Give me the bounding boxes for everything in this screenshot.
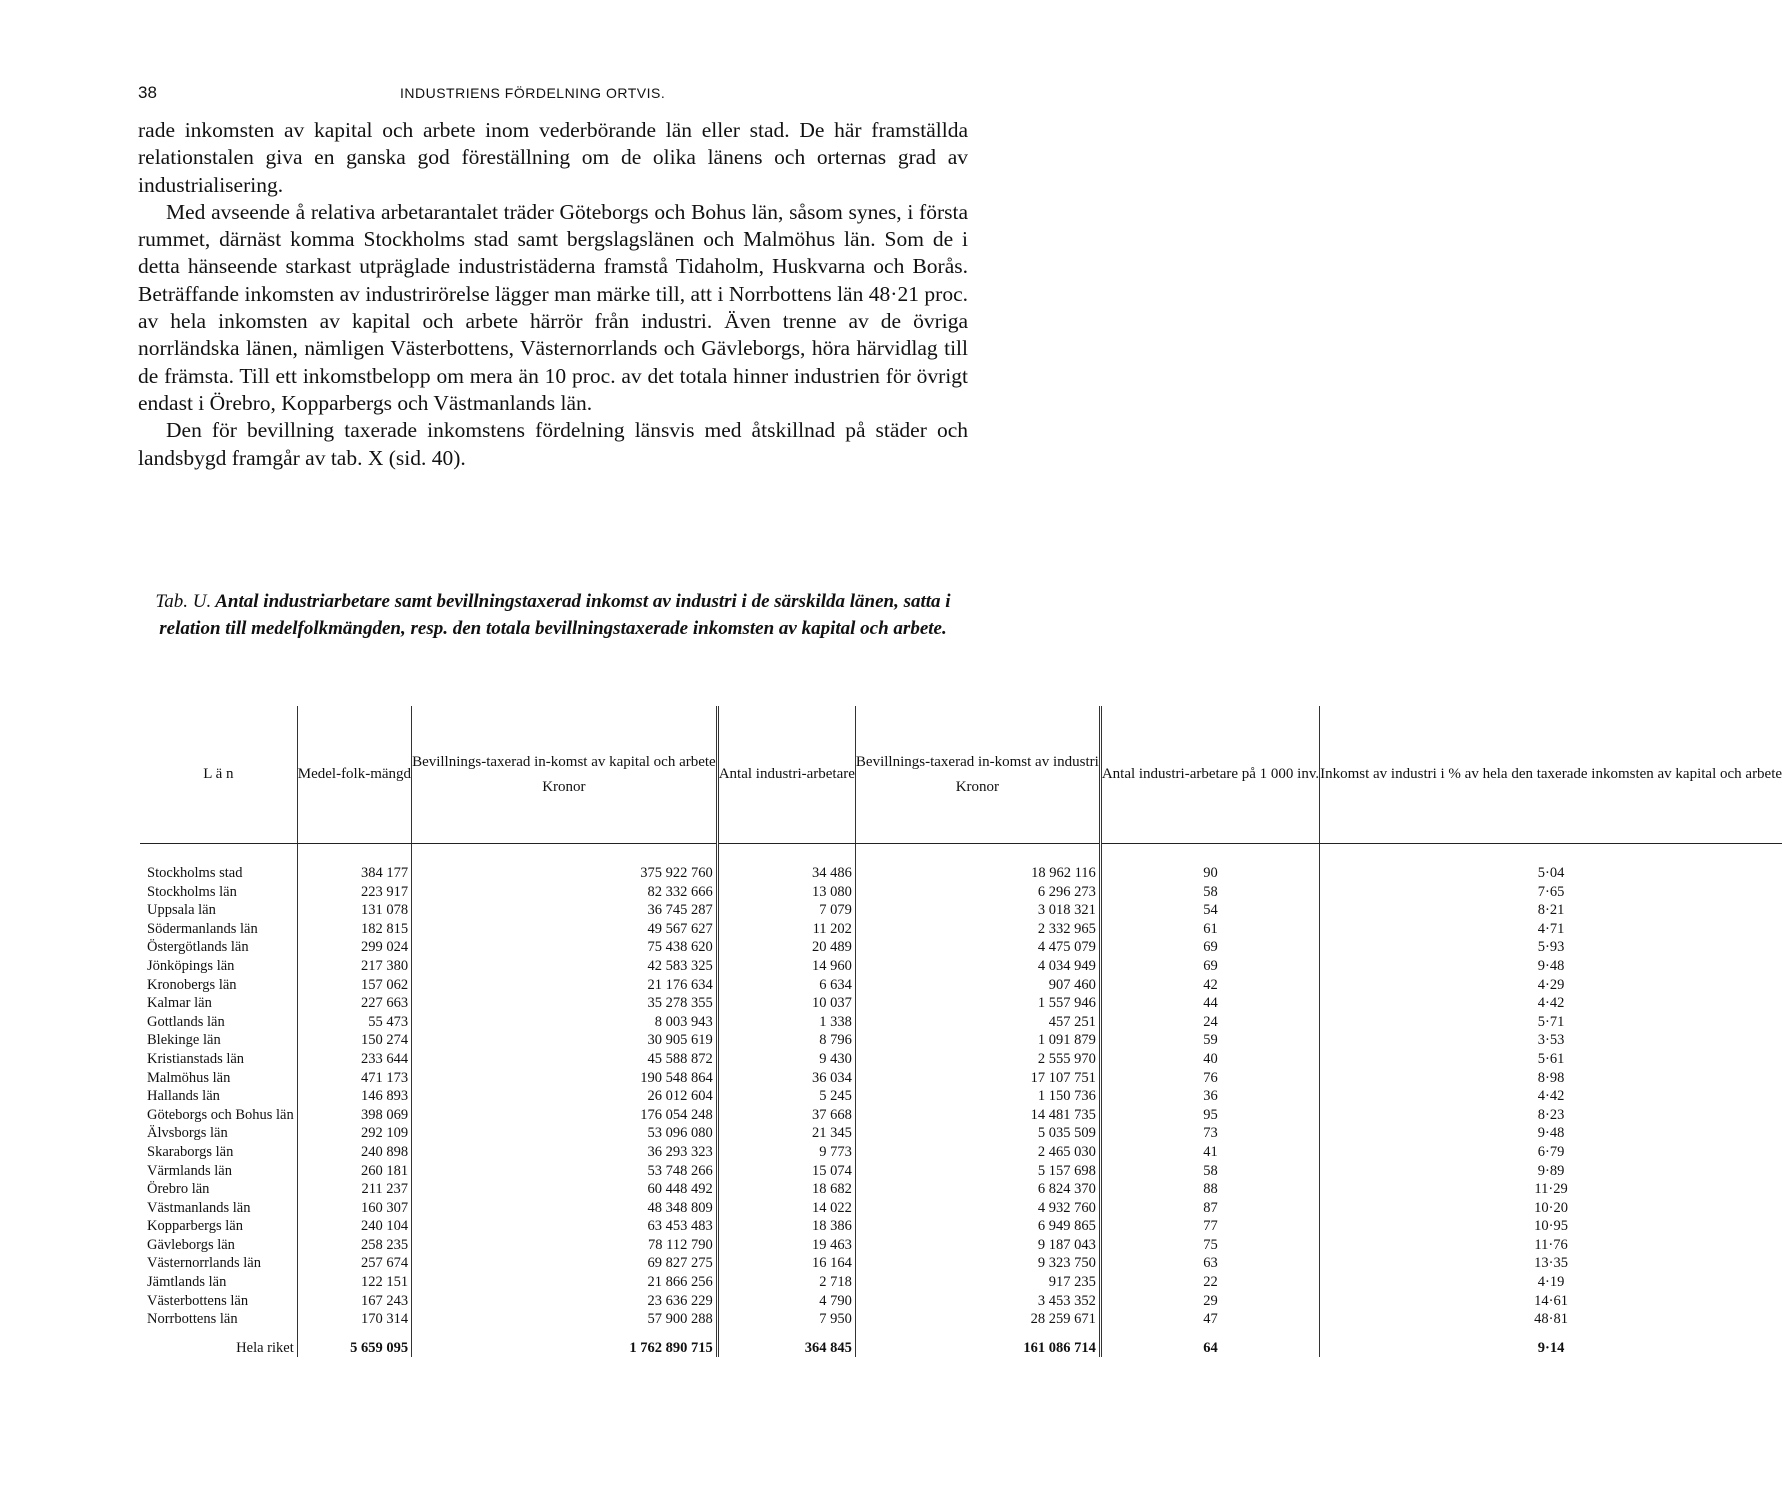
cell-antal-per-1000: 76 <box>1100 1069 1319 1088</box>
cell-bevillning-kapital: 21 176 634 <box>412 976 718 995</box>
cell-inkomst-procent: 8·21 <box>1320 901 1782 920</box>
cell-bevillning-industri: 4 475 079 <box>855 938 1100 957</box>
cell-antal-per-1000: 88 <box>1100 1180 1319 1199</box>
cell-lan: Jönköpings län <box>147 957 235 974</box>
cell-lan: Norrbottens län <box>147 1311 238 1328</box>
cell-bevillning-industri: 17 107 751 <box>855 1069 1100 1088</box>
cell-lan: Östergötlands län <box>147 939 249 956</box>
cell-medelfolkmangd: 233 644 <box>297 1050 411 1069</box>
cell-antal-per-1000: 54 <box>1100 901 1319 920</box>
cell-bevillning-industri: 1 091 879 <box>855 1031 1100 1050</box>
cell-inkomst-procent: 8·23 <box>1320 1106 1782 1125</box>
cell-antal-industriarbetare: 14 960 <box>717 957 855 976</box>
cell-medelfolkmangd: 150 274 <box>297 1031 411 1050</box>
table-row <box>140 1273 1782 1292</box>
cell-bevillning-industri: 917 235 <box>855 1273 1100 1292</box>
total-cell-bevillning-kapital: 1 762 890 715 <box>412 1329 718 1358</box>
cell-antal-industriarbetare: 1 338 <box>717 1013 855 1032</box>
cell-inkomst-procent: 10·95 <box>1320 1217 1782 1236</box>
running-head: INDUSTRIENS FÖRDELNING ORTVIS. <box>400 85 666 101</box>
cell-medelfolkmangd: 146 893 <box>297 1087 411 1106</box>
cell-antal-industriarbetare: 2 718 <box>717 1273 855 1292</box>
total-cell-inkomst-procent: 9·14 <box>1320 1329 1782 1358</box>
cell-bevillning-industri: 9 187 043 <box>855 1236 1100 1255</box>
cell-lan: Kristianstads län <box>147 1050 245 1067</box>
table-row <box>140 1031 1782 1050</box>
header-inkomst-procent: Inkomst av industri i % av hela den taxerade inkomsten av kapital och arbete <box>1320 706 1782 844</box>
cell-antal-per-1000: 58 <box>1100 1162 1319 1181</box>
cell-bevillning-kapital: 23 636 229 <box>412 1292 718 1311</box>
cell-bevillning-kapital: 49 567 627 <box>412 920 718 939</box>
cell-inkomst-procent: 7·65 <box>1320 883 1782 902</box>
cell-lan: Gävleborgs län <box>147 1236 235 1253</box>
cell-bevillning-industri: 5 157 698 <box>855 1162 1100 1181</box>
table-row <box>140 938 1782 957</box>
cell-antal-per-1000: 95 <box>1100 1106 1319 1125</box>
cell-lan: Kronobergs län <box>147 976 237 993</box>
table-row <box>140 1143 1782 1162</box>
cell-bevillning-kapital: 69 827 275 <box>412 1254 718 1273</box>
cell-medelfolkmangd: 211 237 <box>297 1180 411 1199</box>
table-row <box>140 1199 1782 1218</box>
cell-inkomst-procent: 9·48 <box>1320 1124 1782 1143</box>
cell-bevillning-kapital: 8 003 943 <box>412 1013 718 1032</box>
cell-antal-per-1000: 22 <box>1100 1273 1319 1292</box>
header-unit: Kronor <box>955 778 1000 795</box>
table-row <box>140 994 1782 1013</box>
cell-medelfolkmangd: 217 380 <box>297 957 411 976</box>
cell-antal-per-1000: 42 <box>1100 976 1319 995</box>
cell-bevillning-industri: 4 034 949 <box>855 957 1100 976</box>
header-lan: L ä n <box>140 706 297 844</box>
cell-medelfolkmangd: 257 674 <box>297 1254 411 1273</box>
table-row <box>140 1217 1782 1236</box>
cell-medelfolkmangd: 227 663 <box>297 994 411 1013</box>
page-number: 38 <box>138 83 157 102</box>
cell-antal-per-1000: 47 <box>1100 1310 1319 1329</box>
cell-antal-per-1000: 77 <box>1100 1217 1319 1236</box>
cell-antal-industriarbetare: 10 037 <box>717 994 855 1013</box>
cell-antal-industriarbetare: 20 489 <box>717 938 855 957</box>
cell-inkomst-procent: 4·19 <box>1320 1273 1782 1292</box>
cell-antal-industriarbetare: 11 202 <box>717 920 855 939</box>
cell-medelfolkmangd: 170 314 <box>297 1310 411 1329</box>
cell-lan: Södermanlands län <box>147 920 258 937</box>
cell-antal-per-1000: 75 <box>1100 1236 1319 1255</box>
table-row <box>140 957 1782 976</box>
cell-medelfolkmangd: 131 078 <box>297 901 411 920</box>
cell-medelfolkmangd: 299 024 <box>297 938 411 957</box>
cell-medelfolkmangd: 157 062 <box>297 976 411 995</box>
cell-inkomst-procent: 14·61 <box>1320 1292 1782 1311</box>
cell-medelfolkmangd: 182 815 <box>297 920 411 939</box>
cell-medelfolkmangd: 160 307 <box>297 1199 411 1218</box>
cell-medelfolkmangd: 258 235 <box>297 1236 411 1255</box>
table-row <box>140 1162 1782 1181</box>
cell-bevillning-kapital: 53 096 080 <box>412 1124 718 1143</box>
header-bevillning-industri: Bevillnings-taxerad in-komst av industri Kronor <box>855 706 1100 844</box>
table-row <box>140 1124 1782 1143</box>
cell-medelfolkmangd: 384 177 <box>297 844 411 883</box>
cell-bevillning-kapital: 53 748 266 <box>412 1162 718 1181</box>
cell-antal-per-1000: 59 <box>1100 1031 1319 1050</box>
cell-inkomst-procent: 5·61 <box>1320 1050 1782 1069</box>
table-caption-text: Antal industriarbetare samt bevillningstaxerad inkomst av industri i de särskilda länen, satta i relation till medelfolkmängden, resp. den totala bevillningstaxerade inkomsten av kapital och arbete. <box>159 591 951 639</box>
cell-antal-industriarbetare: 21 345 <box>717 1124 855 1143</box>
cell-bevillning-industri: 9 323 750 <box>855 1254 1100 1273</box>
cell-lan: Kopparbergs län <box>147 1218 243 1235</box>
cell-inkomst-procent: 5·93 <box>1320 938 1782 957</box>
cell-lan: Uppsala län <box>147 902 216 919</box>
cell-antal-industriarbetare: 18 386 <box>717 1217 855 1236</box>
cell-inkomst-procent: 4·29 <box>1320 976 1782 995</box>
table-caption <box>138 588 968 642</box>
page-header <box>138 83 968 107</box>
cell-medelfolkmangd: 398 069 <box>297 1106 411 1125</box>
cell-bevillning-industri: 14 481 735 <box>855 1106 1100 1125</box>
cell-antal-per-1000: 63 <box>1100 1254 1319 1273</box>
table-row <box>140 1013 1782 1032</box>
total-cell-antal-industriarbetare: 364 845 <box>717 1329 855 1358</box>
cell-antal-industriarbetare: 7 079 <box>717 901 855 920</box>
cell-bevillning-kapital: 42 583 325 <box>412 957 718 976</box>
cell-bevillning-kapital: 176 054 248 <box>412 1106 718 1125</box>
cell-antal-industriarbetare: 7 950 <box>717 1310 855 1329</box>
cell-bevillning-industri: 3 453 352 <box>855 1292 1100 1311</box>
cell-inkomst-procent: 10·20 <box>1320 1199 1782 1218</box>
table-row <box>140 1180 1782 1199</box>
header-antal-industriarbetare: Antal industri-arbetare <box>717 706 855 844</box>
table-row <box>140 1106 1782 1125</box>
cell-bevillning-kapital: 78 112 790 <box>412 1236 718 1255</box>
cell-inkomst-procent: 5·71 <box>1320 1013 1782 1032</box>
cell-lan: Gottlands län <box>147 1013 225 1030</box>
table-row <box>140 883 1782 902</box>
cell-bevillning-kapital: 63 453 483 <box>412 1217 718 1236</box>
cell-inkomst-procent: 11·76 <box>1320 1236 1782 1255</box>
cell-bevillning-kapital: 375 922 760 <box>412 844 718 883</box>
cell-bevillning-kapital: 60 448 492 <box>412 1180 718 1199</box>
total-cell-bevillning-industri: 161 086 714 <box>855 1329 1100 1358</box>
cell-inkomst-procent: 4·71 <box>1320 920 1782 939</box>
cell-lan: Västmanlands län <box>147 1199 251 1216</box>
cell-medelfolkmangd: 260 181 <box>297 1162 411 1181</box>
cell-antal-per-1000: 24 <box>1100 1013 1319 1032</box>
cell-bevillning-industri: 5 035 509 <box>855 1124 1100 1143</box>
table-row <box>140 844 1782 883</box>
cell-bevillning-industri: 3 018 321 <box>855 901 1100 920</box>
cell-bevillning-industri: 2 465 030 <box>855 1143 1100 1162</box>
cell-medelfolkmangd: 240 898 <box>297 1143 411 1162</box>
header-antal-per-1000: Antal industri-arbetare på 1 000 inv. <box>1100 706 1319 844</box>
table-row <box>140 920 1782 939</box>
cell-bevillning-industri: 457 251 <box>855 1013 1100 1032</box>
cell-inkomst-procent: 6·79 <box>1320 1143 1782 1162</box>
table-row <box>140 1292 1782 1311</box>
cell-lan: Västernorrlands län <box>147 1255 261 1272</box>
table-row <box>140 1050 1782 1069</box>
cell-antal-industriarbetare: 37 668 <box>717 1106 855 1125</box>
cell-antal-industriarbetare: 16 164 <box>717 1254 855 1273</box>
header-medelfolkmangd: Medel-folk-mängd <box>297 706 411 844</box>
cell-antal-per-1000: 36 <box>1100 1087 1319 1106</box>
cell-antal-per-1000: 29 <box>1100 1292 1319 1311</box>
cell-antal-industriarbetare: 9 430 <box>717 1050 855 1069</box>
cell-bevillning-industri: 18 962 116 <box>855 844 1100 883</box>
total-cell-medelfolkmangd: 5 659 095 <box>297 1329 411 1358</box>
cell-antal-industriarbetare: 8 796 <box>717 1031 855 1050</box>
cell-lan: Älvsborgs län <box>147 1125 228 1142</box>
cell-lan: Stockholms stad <box>147 865 243 881</box>
table-row <box>140 901 1782 920</box>
cell-inkomst-procent: 4·42 <box>1320 1087 1782 1106</box>
cell-bevillning-industri: 2 332 965 <box>855 920 1100 939</box>
cell-bevillning-kapital: 48 348 809 <box>412 1199 718 1218</box>
cell-bevillning-kapital: 21 866 256 <box>412 1273 718 1292</box>
cell-antal-industriarbetare: 6 634 <box>717 976 855 995</box>
cell-inkomst-procent: 5·04 <box>1320 844 1782 883</box>
cell-lan: Kalmar län <box>147 995 212 1012</box>
cell-lan: Skaraborgs län <box>147 1143 234 1160</box>
cell-bevillning-kapital: 36 745 287 <box>412 901 718 920</box>
table-row <box>140 1069 1782 1088</box>
cell-inkomst-procent: 9·48 <box>1320 957 1782 976</box>
cell-antal-per-1000: 61 <box>1100 920 1319 939</box>
body-text <box>138 117 968 472</box>
statistics-table <box>140 706 1782 1357</box>
paragraph: rade inkomsten av kapital och arbete inom vederbörande län eller stad. De här framställda relationstalen giva en ganska god föreställning om de olika länens och orternas grad av industrialisering. <box>138 118 968 197</box>
cell-bevillning-kapital: 82 332 666 <box>412 883 718 902</box>
cell-lan: Jämtlands län <box>147 1274 227 1291</box>
cell-bevillning-industri: 1 150 736 <box>855 1087 1100 1106</box>
cell-antal-industriarbetare: 13 080 <box>717 883 855 902</box>
header-bevillning-kapital: Bevillnings-taxerad in-komst av kapital och arbete Kronor <box>412 706 718 844</box>
cell-inkomst-procent: 11·29 <box>1320 1180 1782 1199</box>
cell-bevillning-kapital: 57 900 288 <box>412 1310 718 1329</box>
table-row <box>140 1236 1782 1255</box>
cell-inkomst-procent: 9·89 <box>1320 1162 1782 1181</box>
cell-bevillning-industri: 6 949 865 <box>855 1217 1100 1236</box>
cell-medelfolkmangd: 240 104 <box>297 1217 411 1236</box>
cell-medelfolkmangd: 471 173 <box>297 1069 411 1088</box>
cell-antal-per-1000: 69 <box>1100 957 1319 976</box>
total-cell-antal-per-1000: 64 <box>1100 1329 1319 1358</box>
table-row <box>140 1310 1782 1329</box>
cell-bevillning-industri: 28 259 671 <box>855 1310 1100 1329</box>
cell-bevillning-kapital: 75 438 620 <box>412 938 718 957</box>
cell-antal-industriarbetare: 34 486 <box>717 844 855 883</box>
cell-bevillning-industri: 6 296 273 <box>855 883 1100 902</box>
cell-antal-per-1000: 44 <box>1100 994 1319 1013</box>
cell-antal-per-1000: 87 <box>1100 1199 1319 1218</box>
cell-lan: Örebro län <box>147 1181 210 1198</box>
table-label: Tab. U. <box>155 591 212 612</box>
paragraph: Med avseende å relativa arbetarantalet träder Göteborgs och Bohus län, såsom synes, i första rummet, därnäst komma Stockholms stad samt bergslagslänen och Malmöhus län. Som de i detta hänseende starkast utpräglade industristäderna framstå Tidaholm, Huskvarna och Borås. Beträffande inkomsten av industrirörelse lägger man märke till, att i Norrbottens län 48·21 proc. av hela inkomsten av kapital och arbete härrör från industri. Även trenne av de övriga norrländska länen, nämligen Västerbottens, Västernorrlands och Gävleborgs, höra härvidlag till de främsta. Till ett inkomstbelopp om mera än 10 proc. av det totala hinner industrien för övrigt endast i Örebro, Kopparbergs och Västmanlands län. <box>138 199 968 415</box>
cell-antal-per-1000: 58 <box>1100 883 1319 902</box>
cell-inkomst-procent: 8·98 <box>1320 1069 1782 1088</box>
cell-lan: Stockholms län <box>147 883 237 900</box>
cell-bevillning-kapital: 45 588 872 <box>412 1050 718 1069</box>
table-row <box>140 1254 1782 1273</box>
cell-lan: Hallands län <box>147 1088 220 1105</box>
cell-bevillning-kapital: 26 012 604 <box>412 1087 718 1106</box>
cell-bevillning-kapital: 36 293 323 <box>412 1143 718 1162</box>
cell-antal-industriarbetare: 18 682 <box>717 1180 855 1199</box>
cell-inkomst-procent: 48·81 <box>1320 1310 1782 1329</box>
cell-bevillning-kapital: 35 278 355 <box>412 994 718 1013</box>
cell-antal-per-1000: 40 <box>1100 1050 1319 1069</box>
cell-antal-per-1000: 73 <box>1100 1124 1319 1143</box>
cell-lan: Västerbottens län <box>147 1292 249 1309</box>
cell-bevillning-industri: 6 824 370 <box>855 1180 1100 1199</box>
cell-bevillning-industri: 907 460 <box>855 976 1100 995</box>
cell-antal-industriarbetare: 14 022 <box>717 1199 855 1218</box>
cell-lan: Malmöhus län <box>147 1069 231 1086</box>
cell-antal-per-1000: 90 <box>1100 844 1319 883</box>
cell-bevillning-kapital: 190 548 864 <box>412 1069 718 1088</box>
paragraph: Den för bevillning taxerade inkomstens fördelning länsvis med åtskillnad på städer och landsbygd framgår av tab. X (sid. 40). <box>138 418 968 470</box>
cell-medelfolkmangd: 55 473 <box>297 1013 411 1032</box>
cell-lan: Värmlands län <box>147 1162 232 1179</box>
table-row <box>140 1087 1782 1106</box>
cell-medelfolkmangd: 223 917 <box>297 883 411 902</box>
cell-bevillning-kapital: 30 905 619 <box>412 1031 718 1050</box>
cell-medelfolkmangd: 167 243 <box>297 1292 411 1311</box>
cell-medelfolkmangd: 122 151 <box>297 1273 411 1292</box>
cell-antal-industriarbetare: 15 074 <box>717 1162 855 1181</box>
cell-antal-per-1000: 69 <box>1100 938 1319 957</box>
cell-inkomst-procent: 13·35 <box>1320 1254 1782 1273</box>
cell-inkomst-procent: 4·42 <box>1320 994 1782 1013</box>
cell-bevillning-industri: 2 555 970 <box>855 1050 1100 1069</box>
cell-inkomst-procent: 3·53 <box>1320 1031 1782 1050</box>
cell-antal-industriarbetare: 5 245 <box>717 1087 855 1106</box>
header-unit: Kronor <box>542 778 586 795</box>
cell-antal-industriarbetare: 19 463 <box>717 1236 855 1255</box>
cell-medelfolkmangd: 292 109 <box>297 1124 411 1143</box>
cell-antal-per-1000: 41 <box>1100 1143 1319 1162</box>
cell-antal-industriarbetare: 4 790 <box>717 1292 855 1311</box>
table-row <box>140 976 1782 995</box>
total-row <box>140 1329 1782 1358</box>
table-header-row <box>140 706 1782 844</box>
cell-lan: Blekinge län <box>147 1032 221 1049</box>
cell-lan: Göteborgs och Bohus län <box>147 1106 294 1123</box>
cell-antal-industriarbetare: 36 034 <box>717 1069 855 1088</box>
cell-antal-industriarbetare: 9 773 <box>717 1143 855 1162</box>
cell-bevillning-industri: 4 932 760 <box>855 1199 1100 1218</box>
total-label: Hela riket <box>236 1339 294 1356</box>
cell-bevillning-industri: 1 557 946 <box>855 994 1100 1013</box>
